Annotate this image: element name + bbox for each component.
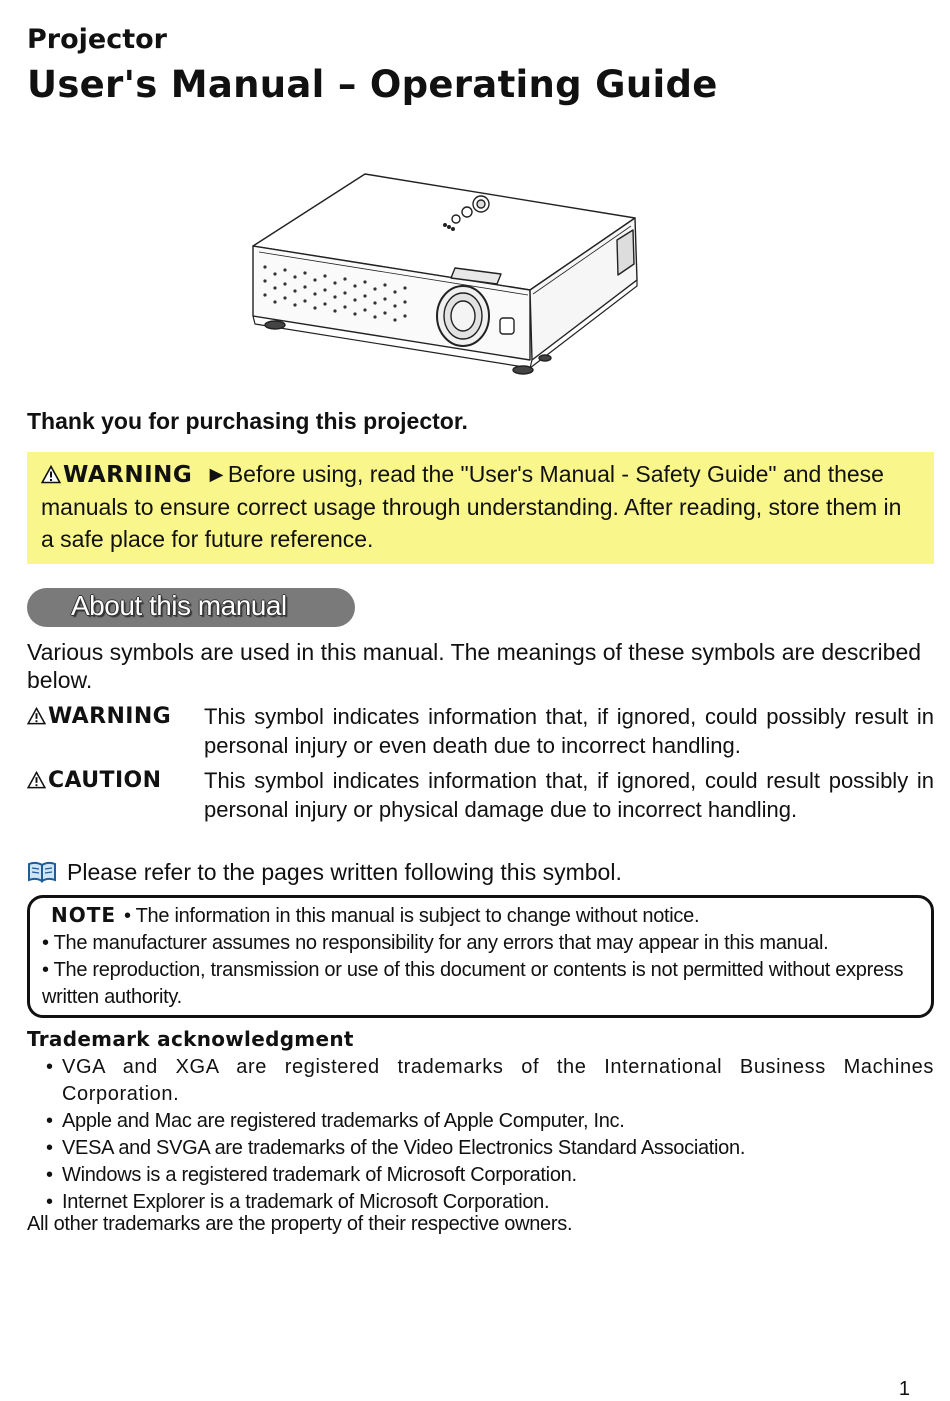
page-number: 1 (898, 1378, 910, 1400)
symbol-row-warning (27, 702, 934, 762)
section-heading: About this manual (71, 590, 287, 621)
note-item: • The information in this manual is subject to change without notice. (124, 905, 700, 927)
document-subtitle: Projector (27, 24, 167, 55)
note-label: NOTE (51, 903, 117, 927)
list-item: • Internet Explorer is a trademark of Microsoft Corporation. (46, 1189, 934, 1216)
warning-box (27, 452, 934, 564)
list-item: • VGA and XGA are registered trademarks of the International Business Machines Corporation. (46, 1054, 934, 1108)
warning-label: WARNING (63, 462, 193, 488)
trademark-list (46, 1054, 934, 1216)
list-item: • Windows is a registered trademark of Microsoft Corporation. (46, 1162, 934, 1189)
document-title: User's Manual – Operating Guide (27, 63, 718, 106)
note-item: • The reproduction, transmission or use of this document or contents is not permitted without express written authority. (42, 959, 904, 1008)
list-item: • Apple and Mac are registered trademarks of Apple Computer, Inc. (46, 1108, 934, 1135)
intro-paragraph: Various symbols are used in this manual. The meanings of these symbols are described below. (27, 639, 922, 693)
list-item: • VESA and SVGA are trademarks of the Video Electronics Standard Association. (46, 1135, 934, 1162)
book-icon (27, 861, 57, 883)
reference-row (27, 857, 622, 887)
warning-triangle-icon (27, 771, 46, 789)
note-item: • The manufacturer assumes no responsibility for any errors that may appear in this manual. (42, 932, 829, 954)
trademark-heading: Trademark acknowledgment (27, 1027, 354, 1051)
thanks-message: Thank you for purchasing this projector. (27, 408, 468, 434)
symbol-label-caution: CAUTION (27, 766, 161, 795)
warning-text: ►Before using, read the "User's Manual - Safety Guide" and these manuals to ensure correct usage through understanding. After reading, store them in a safe place for future reference. (41, 461, 902, 552)
trademark-footer: All other trademarks are the property of their respective owners. (27, 1213, 573, 1235)
warning-triangle-icon (41, 465, 61, 484)
symbol-label-warning: WARNING (27, 702, 171, 731)
warning-triangle-icon (27, 707, 46, 725)
note-box (27, 895, 934, 1018)
projector-illustration (245, 168, 645, 380)
symbol-row-caution (27, 766, 934, 856)
note-line (42, 902, 919, 930)
symbol-desc-caution: This symbol indicates information that, if ignored, could result possibly in personal injury or physical damage due to incorrect handling. (204, 768, 934, 822)
reference-text: Please refer to the pages written following this symbol. (67, 859, 622, 885)
symbol-desc-warning: This symbol indicates information that, if ignored, could possibly result in personal injury or even death due to incorrect handling. (204, 704, 934, 758)
section-heading-pill (27, 588, 355, 627)
